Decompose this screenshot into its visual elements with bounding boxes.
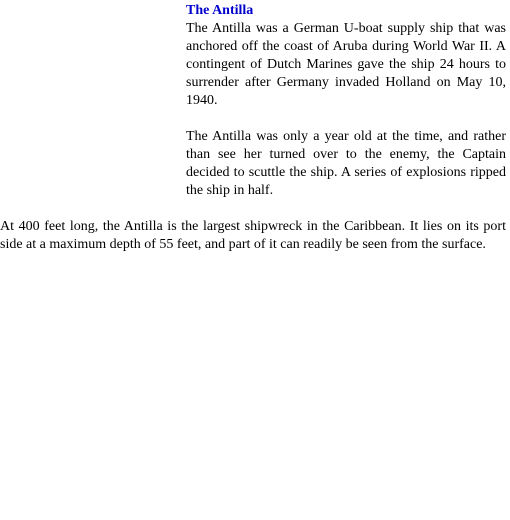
left-blank-space: [0, 2, 186, 202]
article-title: The Antilla: [186, 3, 254, 18]
article-paragraph-1: The Antilla was a German U-boat supply ship that was anchored off the coast of Aruba during World War II. A contingent of Dutch Marines gave the ship 24 hours to surrender after Germany invaded Holland on May 10, 1940.: [186, 21, 506, 108]
article: [0, 2, 506, 272]
article-paragraph-3: At 400 feet long, the Antilla is the largest shipwreck in the Caribbean. It lies on its port side at a maximum depth of 55 feet, and part of it can readily be seen from the surface.: [0, 219, 506, 252]
article-paragraph-2: The Antilla was only a year old at the time, and rather than see her turned over to the enemy, the Captain decided to scuttle the ship. A series of explosions ripped the ship in half.: [186, 129, 506, 198]
